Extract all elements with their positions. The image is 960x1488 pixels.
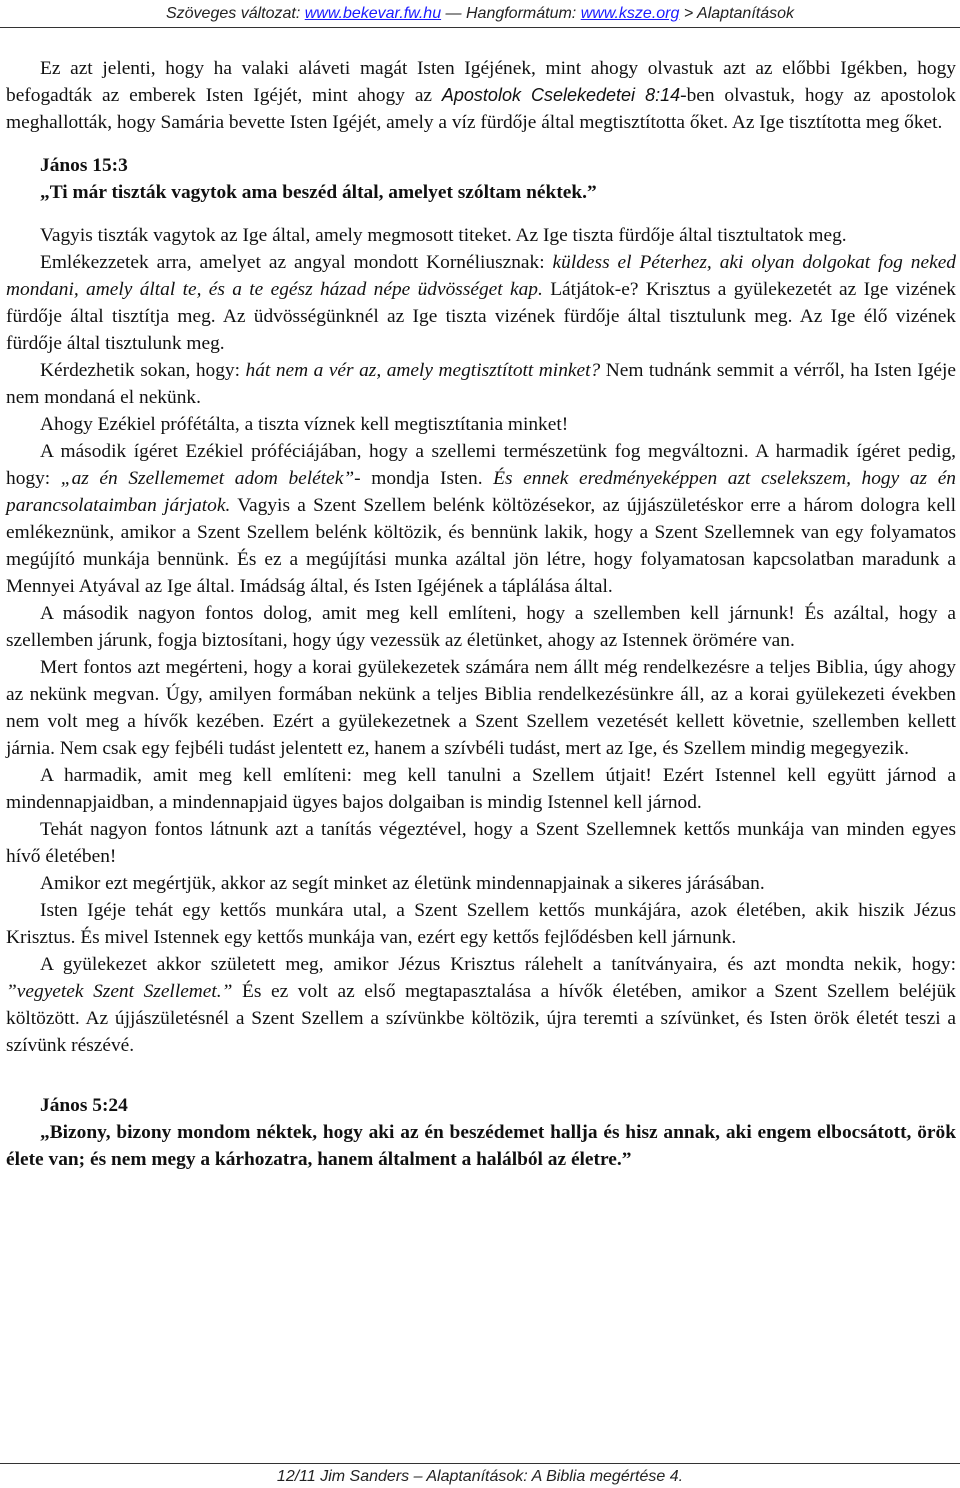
paragraph-4: Kérdezhetik sokan, hogy: hát nem a vér az, amely megtisztított minket? Nem tudnánk semmit a vérről, ha Isten Igéje nem mondaná el nekünk. bbox=[6, 360, 957, 408]
paragraph-10: Tehát nagyon fontos látnunk azt a tanítás végeztével, hogy a Szent Szellemnek kettős munkája van minden egyes hívő életében! bbox=[6, 819, 956, 867]
verse-reference-2: János 5:24 bbox=[40, 1095, 128, 1116]
footer-divider bbox=[0, 1463, 960, 1464]
paragraph-6: A második ígéret Ezékiel próféciájában, hogy a szellemi természetünk fog megváltozni. A harmadik ígéret pedig, hogy: „az én Szellememet adom belétek”- mondja Isten. És ennek eredményeképpen azt cselekszem, hogy az én parancsolataimban járjatok. Vagyis a Szent Szellem belénk költözésekor, az újjászületéskor erre a három dologra kell emlékeznünk, amikor a Szent Szellem belénk költözik, és bennünk lakik, hogy a Szent Szellemnek van egy folyamatos megújító munkája bennünk. És ez a megújítási munka azáltal jön létre, hogy folyamatosan kapcsolatban maradunk a Mennyei Atyával az Ige által. Imádság által, és Isten Igéjének a táplálása által. bbox=[6, 441, 956, 597]
page-header bbox=[0, 0, 960, 28]
page-footer: 12/11 Jim Sanders – Alaptanítások: A Biblia megértése 4. bbox=[276, 1468, 684, 1485]
header-suffix: > Alaptanítások bbox=[679, 5, 794, 22]
scripture-reference: Apostolok Cselekedetei 8:14 bbox=[441, 85, 681, 105]
paragraph-8: Mert fontos azt megérteni, hogy a korai gyülekezetek számára nem állt még rendelkezésre a teljes Biblia, úgy ahogy az nekünk megvan. Úgy, amilyen formában nekünk a teljes Biblia rendelkezésünkre áll, az a korai gyülekezeti években nem volt meg a hívők kezében. Ezért a gyülekezetnek a Szent Szellem vezetését kellett követnie, szellemben kellett járnia. Nem csak egy fejbéli tudást jelentett ez, hanem a szívbéli tudást, mert az Ige, és Szellem mindig megegyezik. bbox=[6, 657, 956, 759]
document-body bbox=[6, 55, 956, 1173]
header-divider bbox=[0, 27, 960, 28]
verse-quote-2: „Bizony, bizony mondom néktek, hogy aki az én beszédemet hallja és hisz annak, aki engem elbocsátott, örök élete van; és nem megy a kárhozatra, hanem általment a halálból az életre.” bbox=[6, 1122, 956, 1170]
paragraph-13: A gyülekezet akkor született meg, amikor Jézus Krisztus rálehelt a tanítványaira, és azt mondta nekik, hogy: ”vegyetek Szent Szellemet.” És ez volt az első megtapasztalása a hívők életében, amikor a Szent Szellem beléjük költözött. Az újjászületésnél a Szent Szellem a szívünkbe költözik, újra teremti a szívünket, és Isten örök életét teszi a szívünk részévé. bbox=[6, 954, 956, 1056]
verse-quote-1: „Ti már tiszták vagytok ama beszéd által, amelyet szóltam néktek.” bbox=[40, 182, 597, 203]
paragraph-3: Emlékezzetek arra, amelyet az angyal mondott Kornéliusznak: küldess el Péterhez, aki olyan dolgokat fog neked mondani, amely által te, és a te egész házad népe üdvösséget kap. Látjátok-e? Krisztus a gyülekezetét az Ige vizének fürdője által tisztítja meg. Az üdvösségünknél az Ige tiszta vizének fürdője által tisztulunk meg. Az Ige élő vizének fürdője által tisztulunk meg. bbox=[6, 252, 957, 354]
verse-reference-1: János 15:3 bbox=[40, 155, 128, 176]
header-mid: — Hangformátum: bbox=[441, 5, 581, 22]
paragraph-7: A második nagyon fontos dolog, amit meg kell említeni, hogy a szellemben kell járnunk! És azáltal, hogy a szellemben járunk, fogja biztosítani, hogy úgy vezessük az életünket, ahogy az Istennek örömére van. bbox=[6, 603, 956, 651]
paragraph-12: Isten Igéje tehát egy kettős munkára utal, a Szent Szellem kettős munkájára, azok életében, akik hiszik Jézus Krisztus. És mivel Istennek egy kettős munkája van, ezért egy kettős fejlődésben kell járnunk. bbox=[6, 900, 956, 948]
paragraph-2: Vagyis tiszták vagytok az Ige által, amely megmosott titeket. Az Ige tiszta fürdője által tisztultatok meg. bbox=[40, 225, 847, 246]
paragraph-5: Ahogy Ezékiel prófétálta, a tiszta víznek kell megtisztítania minket! bbox=[40, 414, 569, 435]
paragraph-9: A harmadik, amit meg kell említeni: meg kell tanulni a Szellem útjait! Ezért Istennel kell együtt járnod a mindennapjaidban, a mindennapjaid ügyes bajos dolgaiban is mindig Istennel kell járnod. bbox=[6, 765, 956, 813]
paragraph-11: Amikor ezt megértjük, akkor az segít minket az életünk mindennapjainak a sikeres járásában. bbox=[40, 873, 765, 894]
ksze-link[interactable]: www.ksze.org bbox=[580, 5, 680, 22]
paragraph-1: Ez azt jelenti, hogy ha valaki aláveti magát Isten Igéjének, mint ahogy olvastuk azt az előbbi Igékben, hogy befogadták az emberek Isten Igéjét, mint ahogy az Apostolok Cselekedetei 8:14-ben olvastuk, hogy az apostolok meghallották, hogy Samária bevette Isten Igéjét, amely a víz fürdője által megtisztította őket. Az Ige tisztította meg őket. bbox=[6, 58, 956, 133]
bekevar-link[interactable]: www.bekevar.fw.hu bbox=[304, 5, 442, 22]
header-prefix: Szöveges változat: bbox=[165, 5, 305, 22]
